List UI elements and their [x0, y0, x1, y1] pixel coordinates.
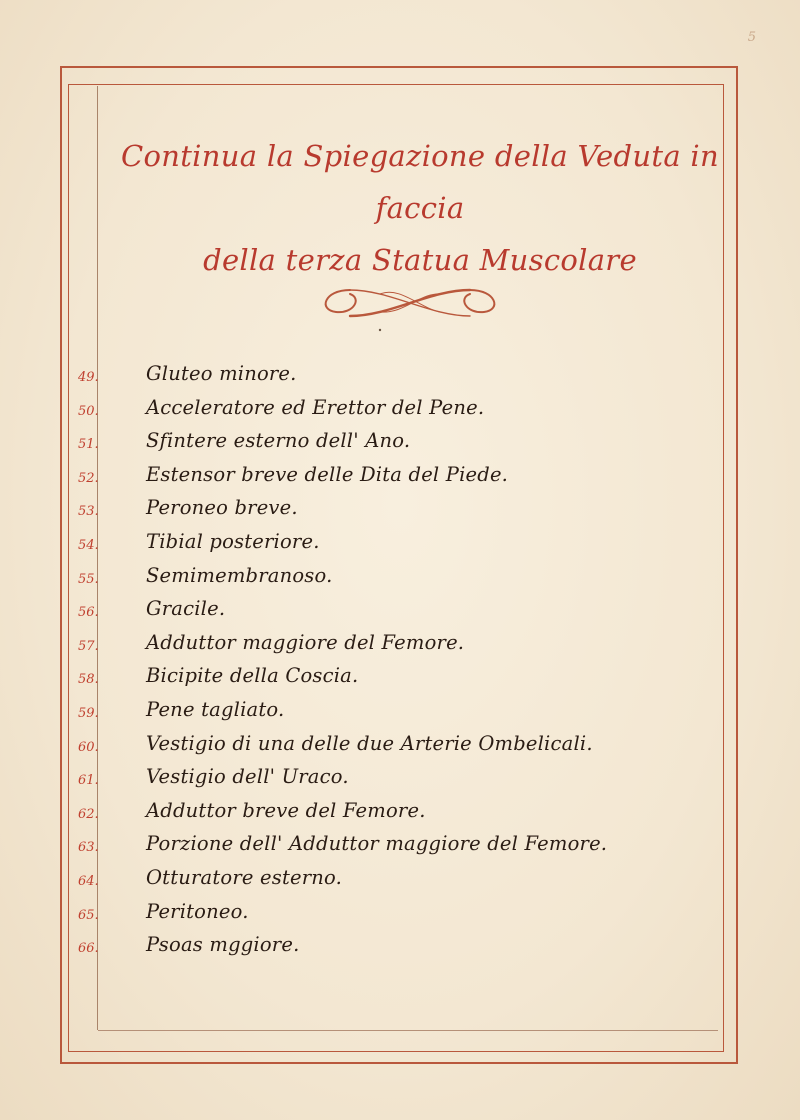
list-item: [74, 595, 714, 629]
list-item: [74, 830, 714, 864]
item-number: 55.: [78, 571, 99, 587]
item-number: 63.: [78, 840, 99, 856]
list-item: [74, 864, 714, 898]
item-label: Psoas mggiore.: [146, 933, 300, 957]
list-item: [74, 763, 714, 797]
item-label: Gracile.: [146, 597, 226, 621]
item-number: 57.: [78, 638, 99, 654]
item-label: Bicipite della Coscia.: [146, 664, 359, 688]
item-label: Gluteo minore.: [146, 362, 297, 385]
list-item: [74, 461, 714, 495]
item-number: 54.: [78, 537, 99, 553]
item-label: Vestigio di una delle due Arterie Ombelicali.: [146, 731, 593, 755]
item-number: 62.: [78, 806, 99, 822]
item-label: Tibial posteriore.: [146, 529, 320, 553]
item-label: Acceleratore ed Erettor del Pene.: [146, 395, 485, 419]
bottom-rule-line: [98, 1030, 718, 1031]
item-number: 50.: [78, 403, 99, 419]
list-item: [74, 562, 714, 596]
item-number: 61.: [78, 773, 99, 789]
item-label: Sfintere esterno dell' Ano.: [146, 429, 411, 453]
title-line-1: Continua la Spiegazione della Veduta in faccia: [121, 139, 719, 225]
item-label: Estensor breve delle Dita del Piede.: [146, 462, 509, 486]
item-label: Semimembranoso.: [146, 563, 333, 587]
list-item: [74, 898, 714, 932]
list-item: [74, 528, 714, 562]
item-number: 65.: [78, 907, 99, 923]
list-item: [74, 797, 714, 831]
list-item: [74, 629, 714, 663]
item-number: 52.: [78, 470, 99, 486]
list-item: [74, 730, 714, 764]
item-number: 51.: [78, 437, 99, 453]
item-number: 64.: [78, 873, 99, 889]
page-title: [100, 130, 740, 286]
item-number: 58.: [78, 672, 99, 688]
item-number: 66.: [78, 941, 99, 957]
item-label: Porzione dell' Adduttor maggiore del Femore.: [146, 832, 608, 856]
item-label: Peroneo breve.: [146, 496, 298, 520]
muscle-list: [74, 360, 714, 965]
item-number: 59.: [78, 705, 99, 721]
list-item: [74, 360, 714, 394]
title-line-2: della terza Statua Muscolare: [203, 243, 637, 277]
item-label: Adduttor breve del Femore.: [146, 798, 426, 822]
item-number: 53.: [78, 504, 99, 520]
item-label: Otturatore esterno.: [146, 865, 343, 889]
item-label: Vestigio dell' Uraco.: [146, 765, 349, 789]
item-number: 49.: [78, 370, 99, 385]
item-number: 60.: [78, 739, 99, 755]
list-item: [74, 494, 714, 528]
calligraphic-flourish-icon: [310, 268, 510, 338]
item-label: Pene tagliato.: [146, 697, 285, 721]
list-item: [74, 696, 714, 730]
list-item: [74, 662, 714, 696]
item-label: Adduttor maggiore del Femore.: [146, 630, 465, 654]
item-number: 56.: [78, 605, 99, 621]
list-item: [74, 427, 714, 461]
item-label: Peritoneo.: [146, 899, 249, 923]
list-item: [74, 931, 714, 965]
list-item: [74, 394, 714, 428]
page-number: 5: [747, 30, 756, 45]
